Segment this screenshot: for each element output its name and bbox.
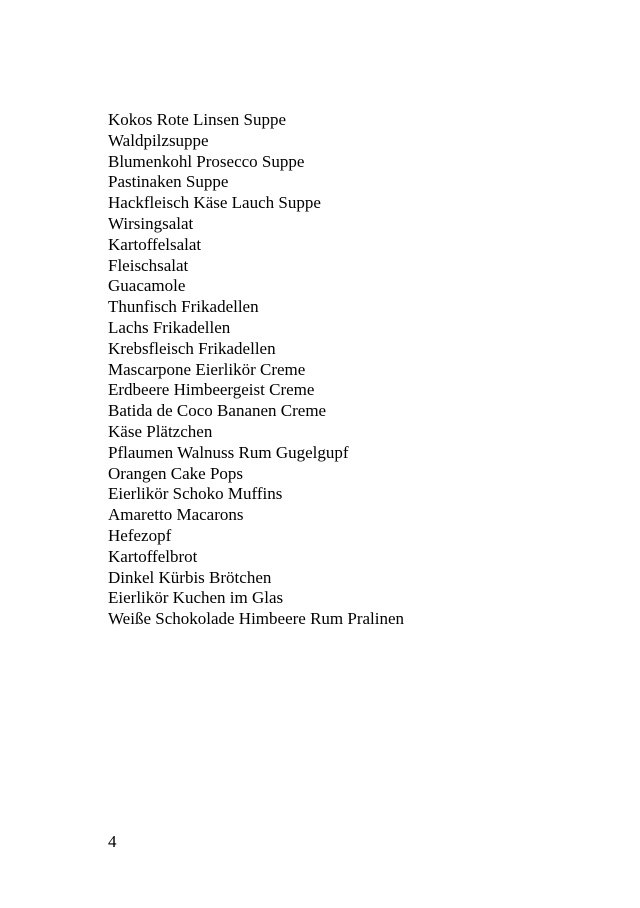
list-item: Lachs Frikadellen <box>108 317 231 337</box>
list-item: Orangen Cake Pops <box>108 463 244 483</box>
list-item: Waldpilzsuppe <box>108 130 209 150</box>
list-item: Erdbeere Himbeergeist Creme <box>108 380 315 400</box>
list-item: Batida de Coco Bananen Creme <box>108 401 327 421</box>
list-item: Krebsfleisch Frikadellen <box>108 338 276 358</box>
list-item: Amaretto Macarons <box>108 505 244 525</box>
list-item: Fleischsalat <box>108 255 189 275</box>
list-item: Kartoffelsalat <box>108 234 202 254</box>
list-item: Mascarpone Eierlikör Creme <box>108 359 306 379</box>
list-item: Wirsingsalat <box>108 213 194 233</box>
list-item: Guacamole <box>108 276 186 296</box>
list-item: Käse Plätzchen <box>108 421 213 441</box>
list-item: Thunfisch Frikadellen <box>108 297 259 317</box>
list-item: Eierlikör Schoko Muffins <box>108 484 283 504</box>
page-number: 4 <box>108 832 117 851</box>
list-item: Kokos Rote Linsen Suppe <box>108 110 287 129</box>
list-item: Pastinaken Suppe <box>108 172 229 192</box>
list-item: Blumenkohl Prosecco Suppe <box>108 151 305 171</box>
list-item: Hackfleisch Käse Lauch Suppe <box>108 193 321 213</box>
menu-list <box>108 110 568 630</box>
list-item: Kartoffelbrot <box>108 546 198 566</box>
list-item: Dinkel Kürbis Brötchen <box>108 567 272 587</box>
list-item: Pflaumen Walnuss Rum Gugelgupf <box>108 442 349 462</box>
list-item: Hefezopf <box>108 525 172 545</box>
list-item: Eierlikör Kuchen im Glas <box>108 588 284 608</box>
list-item: Weiße Schokolade Himbeere Rum Pralinen <box>108 609 405 629</box>
